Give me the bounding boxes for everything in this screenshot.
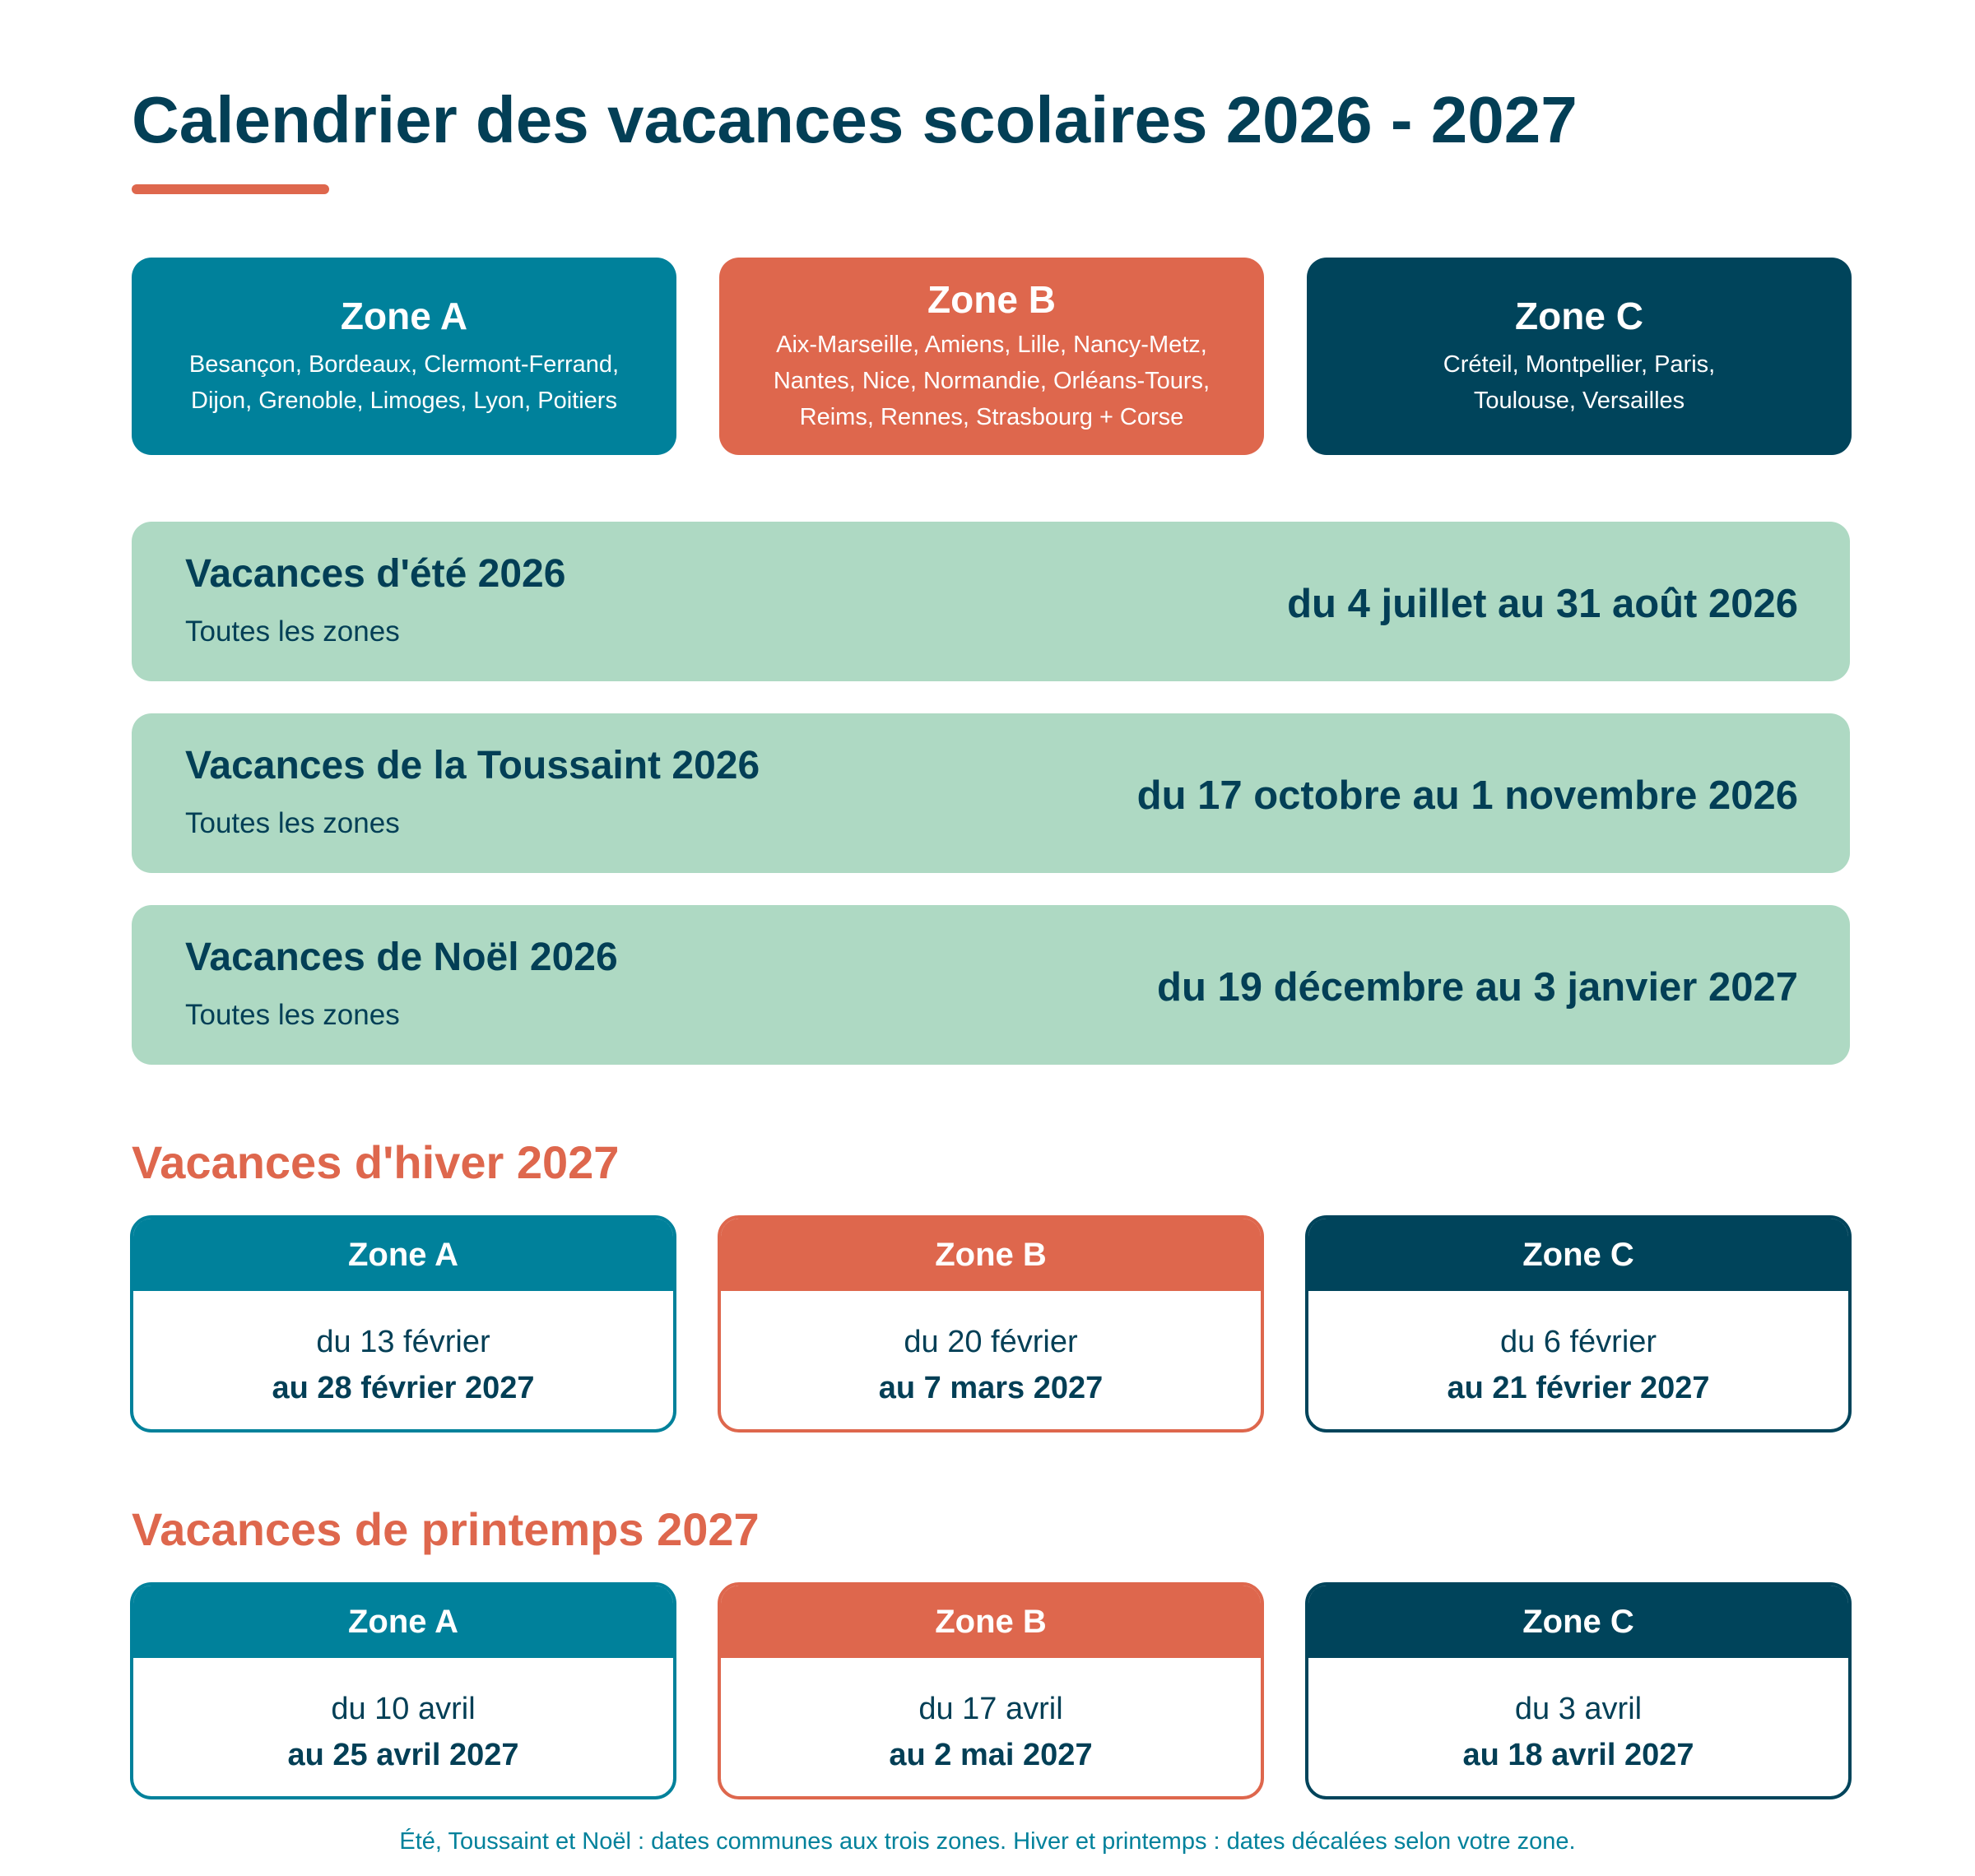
spring-zone-a-card bbox=[130, 1582, 676, 1799]
zone-c-cities-line: Toulouse, Versailles bbox=[1473, 388, 1685, 414]
date-from: du 17 avril bbox=[918, 1692, 1063, 1726]
card-header: Zone C bbox=[1308, 1586, 1848, 1658]
date-from: du 20 février bbox=[904, 1325, 1078, 1359]
zone-a-cities bbox=[165, 346, 644, 419]
winter-zone-b-card bbox=[718, 1215, 1264, 1433]
summer-holiday-row bbox=[132, 522, 1850, 681]
card-header: Zone A bbox=[133, 1219, 673, 1291]
zone-b-cities-line: Nantes, Nice, Normandie, Orléans-Tours, bbox=[773, 368, 1211, 394]
holiday-subtitle: Toutes les zones bbox=[185, 807, 400, 839]
holiday-dates: du 4 juillet au 31 août 2026 bbox=[1287, 582, 1798, 626]
spring-section-title: Vacances de printemps 2027 bbox=[132, 1503, 760, 1555]
holiday-title: Vacances de la Toussaint 2026 bbox=[185, 744, 760, 787]
date-from: du 13 février bbox=[316, 1325, 490, 1359]
winter-zone-c-card bbox=[1305, 1215, 1852, 1433]
holiday-subtitle: Toutes les zones bbox=[185, 999, 400, 1031]
zone-b-cities-line: Reims, Rennes, Strasbourg + Corse bbox=[799, 404, 1184, 430]
date-to: au 25 avril 2027 bbox=[287, 1738, 519, 1772]
zone-a-card bbox=[132, 258, 676, 455]
page-title: Calendrier des vacances scolaires 2026 - 2027 bbox=[132, 83, 1578, 156]
holiday-subtitle: Toutes les zones bbox=[185, 615, 400, 648]
zone-c-cities bbox=[1419, 346, 1740, 419]
zone-b-name: Zone B bbox=[927, 278, 1056, 321]
title-underline bbox=[132, 184, 329, 194]
date-to: au 2 mai 2027 bbox=[889, 1738, 1093, 1772]
zone-b-cities-line: Aix-Marseille, Amiens, Lille, Nancy-Metz, bbox=[776, 332, 1207, 358]
holiday-dates: du 19 décembre au 3 janvier 2027 bbox=[1157, 965, 1798, 1010]
date-to: au 28 février 2027 bbox=[272, 1371, 535, 1405]
date-to: au 7 mars 2027 bbox=[878, 1371, 1104, 1405]
card-header: Zone B bbox=[721, 1586, 1261, 1658]
zone-a-cities-line: Dijon, Grenoble, Limoges, Lyon, Poitiers bbox=[191, 388, 617, 414]
date-from: du 6 février bbox=[1499, 1325, 1657, 1359]
zone-c-card bbox=[1307, 258, 1852, 455]
card-header: Zone B bbox=[721, 1219, 1261, 1291]
date-to: au 18 avril 2027 bbox=[1462, 1738, 1694, 1772]
card-header: Zone C bbox=[1308, 1219, 1848, 1291]
zone-a-name: Zone A bbox=[340, 295, 468, 337]
spring-zone-b-card bbox=[718, 1582, 1264, 1799]
zone-c-cities-line: Créteil, Montpellier, Paris, bbox=[1443, 351, 1716, 378]
spring-zone-c-card bbox=[1305, 1582, 1852, 1799]
date-from: du 3 avril bbox=[1514, 1692, 1643, 1726]
zone-b-cities bbox=[749, 327, 1234, 435]
toussaint-holiday-row bbox=[132, 713, 1850, 873]
holiday-title: Vacances d'été 2026 bbox=[185, 552, 566, 596]
footnote: Été, Toussaint et Noël : dates communes aux trois zones. Hiver et printemps : dates décalées selon votre zone. bbox=[399, 1828, 1576, 1855]
card-header: Zone A bbox=[133, 1586, 673, 1658]
zone-b-card bbox=[719, 258, 1264, 455]
date-from: du 10 avril bbox=[331, 1692, 476, 1726]
winter-zone-a-card bbox=[130, 1215, 676, 1433]
date-to: au 21 février 2027 bbox=[1447, 1371, 1710, 1405]
winter-section-title: Vacances d'hiver 2027 bbox=[132, 1136, 620, 1188]
holiday-dates: du 17 octobre au 1 novembre 2026 bbox=[1136, 773, 1798, 818]
christmas-holiday-row bbox=[132, 905, 1850, 1065]
zone-c-name: Zone C bbox=[1515, 295, 1643, 337]
holiday-title: Vacances de Noël 2026 bbox=[185, 936, 618, 979]
zone-a-cities-line: Besançon, Bordeaux, Clermont-Ferrand, bbox=[188, 351, 620, 378]
